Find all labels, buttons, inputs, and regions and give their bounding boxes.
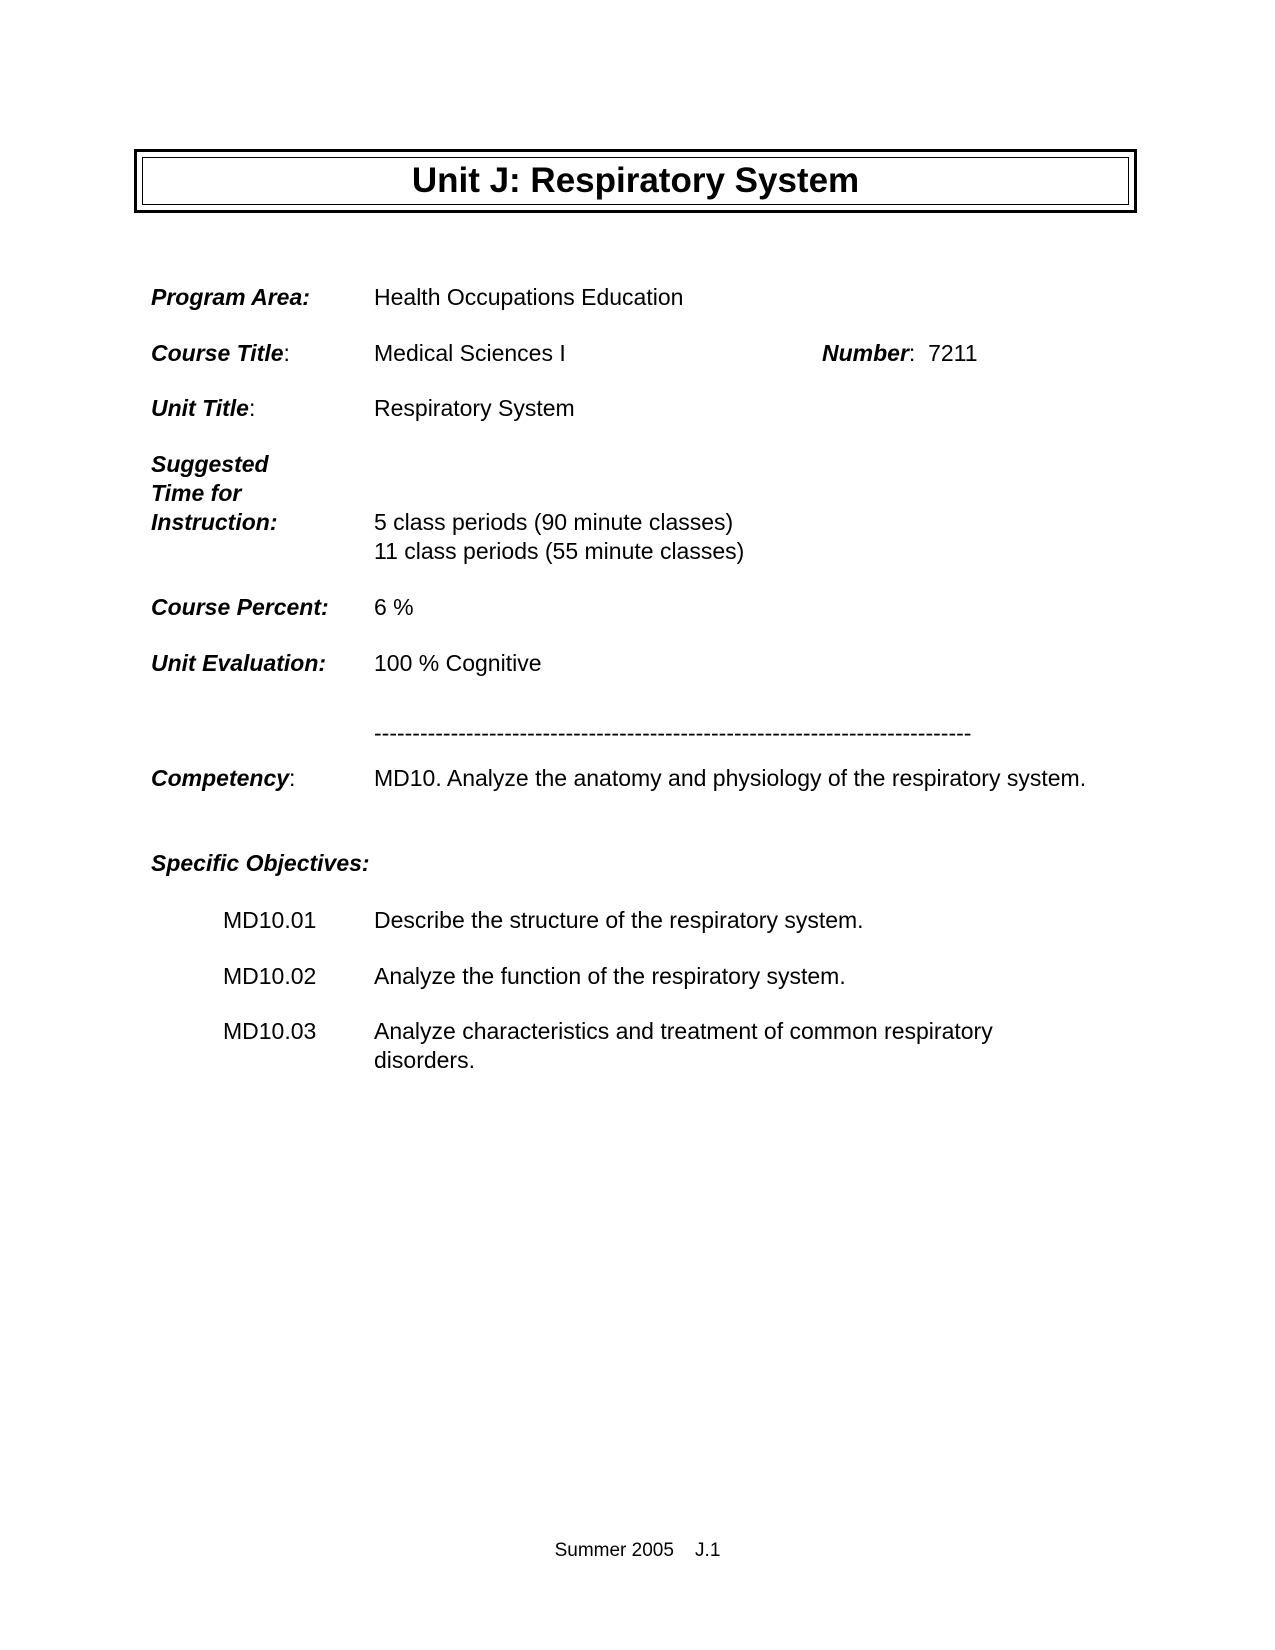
objective-text: Describe the structure of the respiratory system. (374, 907, 864, 933)
objective-text: Analyze the function of the respiratory system. (374, 963, 846, 989)
page-footer: Summer 2005 J.1 (554, 1540, 721, 1561)
title-box (134, 149, 1137, 213)
page-title: Unit J: Respiratory System (411, 161, 860, 200)
number-value: 7211 (928, 340, 978, 366)
objective-text: Analyze characteristics and treatment of common respiratory disorders. (374, 1018, 993, 1073)
objective-code: MD10.03 (223, 1018, 317, 1044)
course-title-label: Course Title: (151, 340, 290, 366)
unit-title-value: Respiratory System (374, 395, 575, 421)
program-area-label: Program Area: (151, 284, 310, 310)
course-percent-label: Course Percent: (151, 594, 329, 620)
number-field: Number: 7211 (822, 340, 978, 366)
program-area-value: Health Occupations Education (374, 284, 684, 310)
suggested-time-label: Suggested Time for Instruction: (151, 451, 278, 535)
course-percent-value: 6 % (374, 594, 414, 620)
unit-title-label: Unit Title: (151, 395, 256, 421)
course-title-value: Medical Sciences I (374, 340, 566, 366)
unit-evaluation-label: Unit Evaluation: (151, 650, 327, 676)
suggested-time-value: 5 class periods (90 minute classes) 11 class periods (55 minute classes) (374, 509, 745, 564)
specific-objectives-heading: Specific Objectives: (151, 850, 370, 876)
objective-code: MD10.02 (223, 963, 317, 989)
dashed-divider: ------------------------------------------------------------------------------ (374, 720, 972, 746)
unit-evaluation-value: 100 % Cognitive (374, 650, 542, 676)
objective-code: MD10.01 (223, 907, 317, 933)
competency-value: MD10. Analyze the anatomy and physiology of the respiratory system. (374, 765, 1087, 791)
competency-label: Competency: (151, 765, 296, 791)
